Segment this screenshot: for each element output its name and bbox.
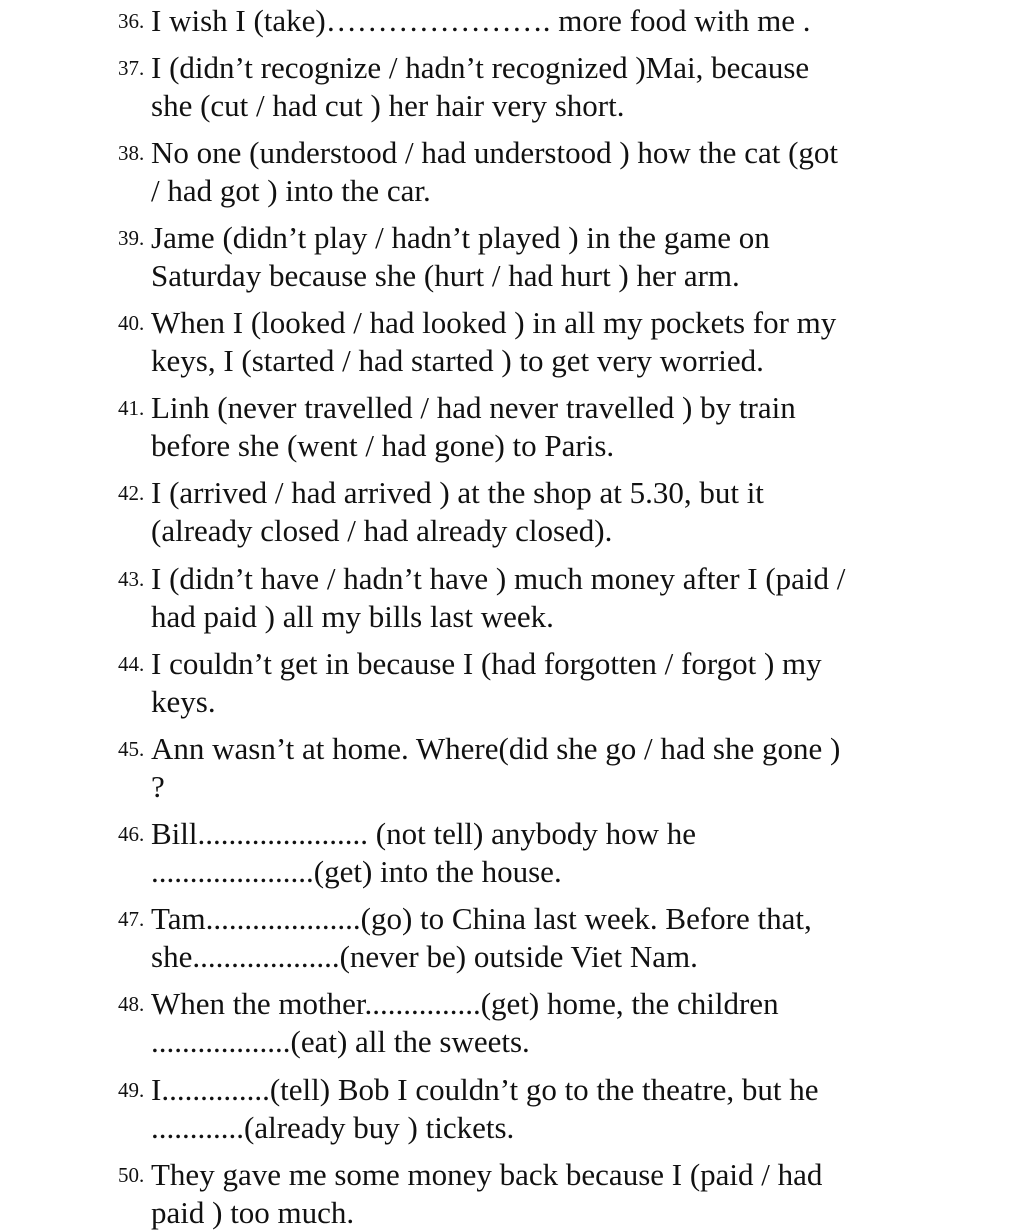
item-number: 39. bbox=[118, 226, 145, 250]
item-text-line: / had got ) into the car. bbox=[151, 173, 431, 208]
item-number: 45. bbox=[118, 737, 145, 761]
item-number: 36. bbox=[118, 9, 145, 33]
item-text-line: had paid ) all my bills last week. bbox=[151, 599, 554, 634]
exercise-item-45 bbox=[118, 730, 908, 806]
exercise-item-44 bbox=[118, 645, 908, 721]
exercise-item-46 bbox=[118, 815, 908, 891]
item-number: 37. bbox=[118, 56, 145, 80]
exercise-item-49 bbox=[118, 1071, 908, 1147]
exercise-item-47 bbox=[118, 900, 908, 976]
item-text-line: ..................(eat) all the sweets. bbox=[151, 1024, 530, 1059]
item-number: 40. bbox=[118, 311, 145, 335]
exercise-item-48 bbox=[118, 985, 908, 1061]
item-number: 42. bbox=[118, 481, 145, 505]
item-text-line: she...................(never be) outside Viet Nam. bbox=[151, 939, 698, 974]
item-number: 47. bbox=[118, 907, 145, 931]
exercise-item-50 bbox=[118, 1156, 908, 1232]
item-text-line: I (didn’t have / hadn’t have ) much money after I (paid / bbox=[151, 561, 846, 596]
exercise-item-37 bbox=[118, 49, 908, 125]
item-text-line: Ann wasn’t at home. Where(did she go / had she gone ) bbox=[151, 731, 841, 766]
item-number: 50. bbox=[118, 1163, 145, 1187]
item-text-line: (already closed / had already closed). bbox=[151, 513, 613, 548]
item-number: 38. bbox=[118, 141, 145, 165]
item-text-line: I (didn’t recognize / hadn’t recognized )Mai, because bbox=[151, 50, 810, 85]
item-text-line: paid ) too much. bbox=[151, 1195, 355, 1230]
item-text-line: I (arrived / had arrived ) at the shop at 5.30, but it bbox=[151, 475, 764, 510]
exercise-item-41 bbox=[118, 389, 908, 465]
item-text-line: Tam....................(go) to China last week. Before that, bbox=[151, 901, 812, 936]
item-text-line: Saturday because she (hurt / had hurt ) her arm. bbox=[151, 258, 740, 293]
exercise-item-38 bbox=[118, 134, 908, 210]
exercise-item-43 bbox=[118, 560, 908, 636]
item-text-line: I couldn’t get in because I (had forgotten / forgot ) my bbox=[151, 646, 822, 681]
item-number: 48. bbox=[118, 992, 145, 1016]
item-number: 49. bbox=[118, 1078, 145, 1102]
item-text-line: before she (went / had gone) to Paris. bbox=[151, 428, 615, 463]
exercise-item-36 bbox=[118, 2, 908, 40]
item-text-line: Jame (didn’t play / hadn’t played ) in the game on bbox=[151, 220, 770, 255]
item-text-line: she (cut / had cut ) her hair very short. bbox=[151, 88, 625, 123]
exercise-item-40 bbox=[118, 304, 908, 380]
item-text-line: ............(already buy ) tickets. bbox=[151, 1110, 515, 1145]
item-number: 41. bbox=[118, 396, 145, 420]
item-text-line: .....................(get) into the house. bbox=[151, 854, 562, 889]
item-text-line: I wish I (take)…………………. more food with me . bbox=[151, 3, 811, 38]
item-text-line: No one (understood / had understood ) how the cat (got bbox=[151, 135, 839, 170]
exercise-item-39 bbox=[118, 219, 908, 295]
item-text-line: Bill...................... (not tell) anybody how he bbox=[151, 816, 697, 851]
item-text-line: keys, I (started / had started ) to get very worried. bbox=[151, 343, 764, 378]
item-text-line: When the mother...............(get) home, the children bbox=[151, 986, 779, 1021]
item-text-line: keys. bbox=[151, 684, 216, 719]
item-text-line: When I (looked / had looked ) in all my pockets for my bbox=[151, 305, 837, 340]
item-number: 46. bbox=[118, 822, 145, 846]
item-text-line: They gave me some money back because I (paid / had bbox=[151, 1157, 823, 1192]
item-text-line: ? bbox=[151, 769, 165, 804]
exercise-item-42 bbox=[118, 474, 908, 550]
item-text-line: I..............(tell) Bob I couldn’t go to the theatre, but he bbox=[151, 1072, 819, 1107]
item-number: 43. bbox=[118, 567, 145, 591]
item-text-line: Linh (never travelled / had never travelled ) by train bbox=[151, 390, 796, 425]
item-number: 44. bbox=[118, 652, 145, 676]
